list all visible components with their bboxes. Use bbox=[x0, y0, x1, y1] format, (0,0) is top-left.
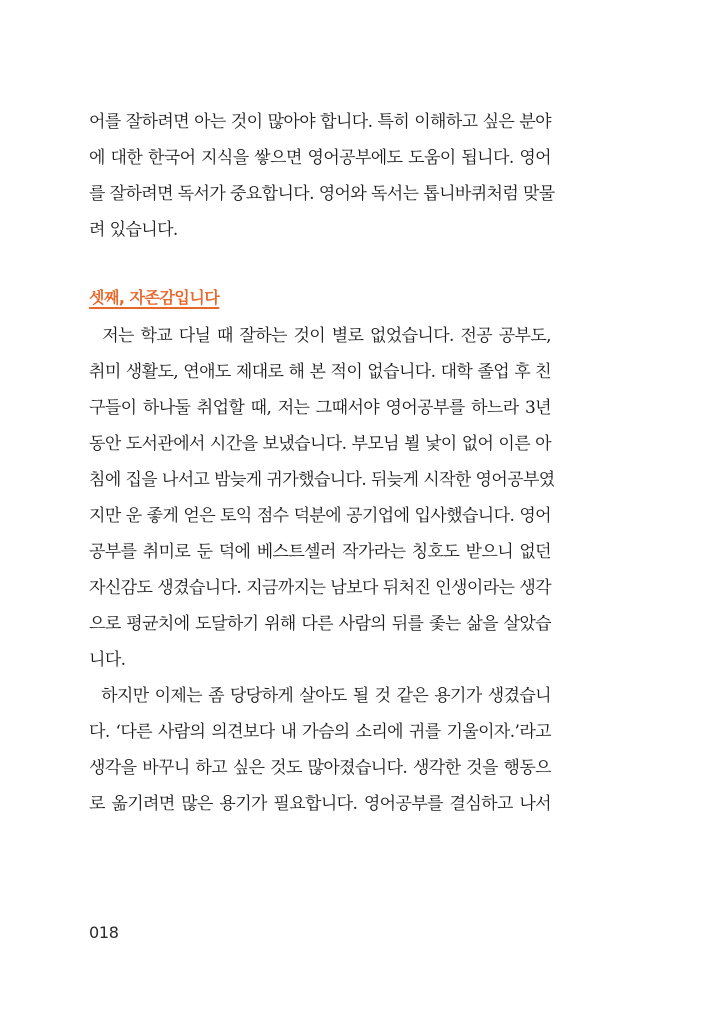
text-line: 저는 학교 다닐 때 잘하는 것이 별로 없었습니다. 전공 공부도, bbox=[89, 326, 551, 346]
text-line: 를 잘하려면 독서가 중요합니다. 영어와 독서는 톱니바퀴처럼 맞물 bbox=[89, 184, 555, 204]
text-line: 취미 생활도, 연애도 제대로 해 본 적이 없습니다. 대학 졸업 후 친 bbox=[89, 362, 551, 382]
text-line: 려 있습니다. bbox=[89, 220, 178, 240]
text-line: 다. ‘다른 사람의 의견보다 내 가슴의 소리에 귀를 기울이자.’라고 bbox=[89, 722, 551, 742]
text-line: 지만 운 좋게 얻은 토익 점수 덕분에 공기업에 입사했습니다. 영어 bbox=[89, 506, 551, 526]
text-line: 구들이 하나둘 취업할 때, 저는 그때서야 영어공부를 하느라 3년 bbox=[89, 398, 551, 418]
page-number: 018 bbox=[89, 923, 119, 942]
section-heading: 셋째, 자존감입니다 bbox=[89, 288, 220, 307]
text-line: 자신감도 생겼습니다. 지금까지는 남보다 뒤처진 인생이라는 생각 bbox=[89, 578, 551, 598]
text-line: 에 대한 한국어 지식을 쌓으면 영어공부에도 도움이 됩니다. 영어 bbox=[89, 148, 551, 168]
text-line: 동안 도서관에서 시간을 보냈습니다. 부모님 뵐 낯이 없어 이른 아 bbox=[89, 434, 551, 454]
text-line: 어를 잘하려면 아는 것이 많아야 합니다. 특히 이해하고 싶은 분야 bbox=[89, 112, 551, 132]
text-line: 으로 평균치에 도달하기 위해 다른 사람의 뒤를 좇는 삶을 살았습 bbox=[89, 614, 551, 634]
text-line: 니다. bbox=[89, 650, 126, 670]
text-line: 로 옮기려면 많은 용기가 필요합니다. 영어공부를 결심하고 나서 bbox=[89, 794, 551, 814]
text-line: 침에 집을 나서고 밤늦게 귀가했습니다. 뒤늦게 시작한 영어공부였 bbox=[89, 470, 555, 490]
text-line: 생각을 바꾸니 하고 싶은 것도 많아졌습니다. 생각한 것을 행동으 bbox=[89, 758, 551, 778]
text-line: 공부를 취미로 둔 덕에 베스트셀러 작가라는 칭호도 받으니 없던 bbox=[89, 542, 551, 562]
text-line: 하지만 이제는 좀 당당하게 살아도 될 것 같은 용기가 생겼습니 bbox=[89, 686, 551, 706]
